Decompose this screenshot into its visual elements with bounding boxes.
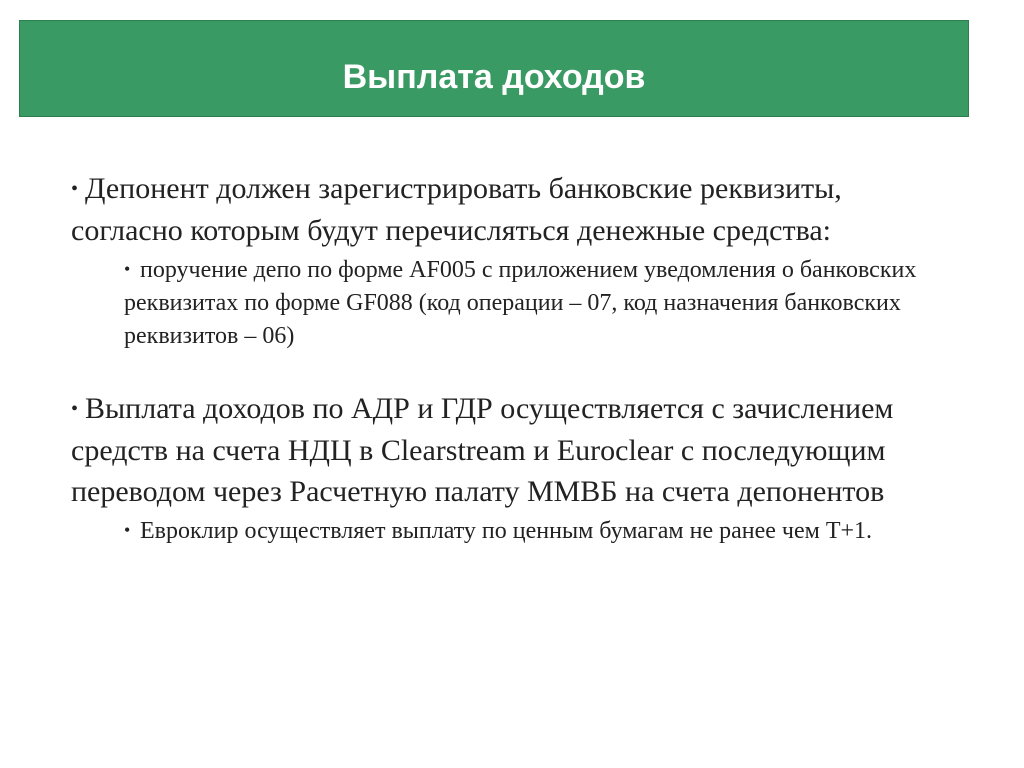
bullet-icon: • (71, 178, 79, 200)
bullet-icon: • (124, 259, 131, 279)
bullet-item-1 (71, 168, 951, 251)
slide-title: Выплата доходов (342, 58, 646, 96)
bullet-icon: • (124, 520, 131, 540)
sub-bullet-item-2-1 (124, 514, 951, 548)
sub-bullet-item-1-1 (124, 253, 951, 353)
bullet-icon: • (71, 398, 79, 420)
slide-header (19, 20, 969, 117)
sub-bullet-text: Евроклир осуществляет выплату по ценным бумагам не ранее чем Т+1. (140, 518, 873, 544)
bullet-text: Выплата доходов по АДР и ГДР осуществляется с зачислением средств на счета НДЦ в Clearstream и Euroclear с последующим переводом через Расчетную палату ММВБ на счета депонентов (71, 392, 894, 508)
bullet-text: Депонент должен зарегистрировать банковские реквизиты, согласно которым будут перечисляться денежные средства: (71, 172, 842, 247)
bullet-item-2 (71, 388, 951, 512)
slide-content (71, 168, 951, 548)
sub-bullet-text: поручение депо по форме AF005 с приложением уведомления о банковских реквизитах по форме GF088 (код операции – 07, код назначения банковских реквизитов – 06) (124, 257, 917, 349)
